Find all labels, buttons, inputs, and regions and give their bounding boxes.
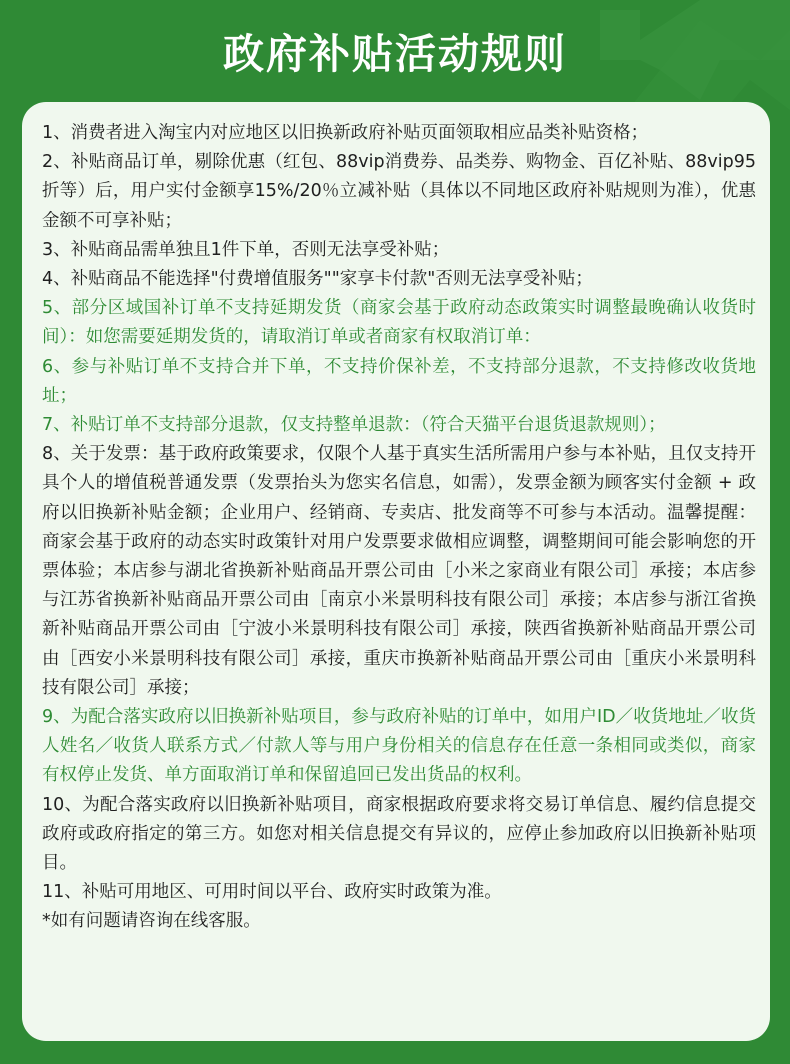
rule-item: 3、补贴商品需单独且1件下单，否则无法享受补贴； — [42, 239, 450, 260]
rule-item-highlighted: 9、为配合落实政府以旧换新补贴项目，参与政府补贴的订单中，如用户ID／收货地址／收货人姓名／收货人联系方式／付款人等与用户身份相关的信息存在任意一条相同或类似，商家有权停止发货、单方面取消订单和保留追回已发出货品的权利。 — [42, 707, 756, 786]
rule-item: 4、补贴商品不能选择"付费增值服务""家享卡付款"否则无法享受补贴； — [42, 269, 593, 290]
rule-footnote: *如有问题请咨询在线客服。 — [42, 911, 261, 932]
rule-item: 8、关于发票：基于政府政策要求，仅限个人基于真实生活所需用户参与本补贴，且仅支持开具个人的增值税普通发票（发票抬头为您实名信息，如需），发票金额为顾客实付金额 + 政府以旧换新补贴金额；企业用户、经销商、专卖店、批发商等不可参与本活动。温馨提醒：商家会基于政府的动态实时政策针对用户发票要求做相应调整，调整期间可能会影响您的开票体验；本店参与湖北省换新补贴商品开票公司由［小米之家商业有限公司］承接；本店参与江苏省换新补贴商品开票公司由［南京小米景明科技有限公司］承接；本店参与浙江省换新补贴商品开票公司由［宁波小米景明科技有限公司］承接，陕西省换新补贴商品开票公司由［西安小米景明科技有限公司］承接，重庆市换新补贴商品开票公司由［重庆小米景明科技有限公司］承接； — [42, 444, 756, 698]
rule-item-highlighted: 6、参与补贴订单不支持合并下单，不支持价保补差，不支持部分退款，不支持修改收货地址； — [42, 356, 756, 406]
rules-card — [22, 102, 770, 1041]
page-title: 政府补贴活动规则 — [223, 30, 567, 78]
rule-item: 11、补贴可用地区、可用时间以平台、政府实时政策为准。 — [42, 882, 502, 903]
rule-item-highlighted: 7、补贴订单不支持部分退款，仅支持整单退款：（符合天猫平台退货退款规则）； — [42, 415, 666, 436]
rule-item: 1、消费者进入淘宝内对应地区以旧换新政府补贴页面领取相应品类补贴资格； — [42, 123, 649, 143]
rule-item-highlighted: 5、部分区域国补订单不支持延期发货（商家会基于政府动态政策实时调整最晚确认收货时间）：如您需要延期发货的，请取消订单或者商家有权取消订单： — [42, 298, 756, 348]
rule-item: 2、补贴商品订单，剔除优惠（红包、88vip消费券、品类券、购物金、百亿补贴、88vip95折等）后，用户实付金额享15%/20％立减补贴（具体以不同地区政府补贴规则为准），优惠金额不可享补贴； — [42, 152, 756, 231]
rule-item: 10、为配合落实政府以旧换新补贴项目，商家根据政府要求将交易订单信息、履约信息提交政府或政府指定的第三方。如您对相关信息提交有异议的，应停止参加政府以旧换新补贴项目。 — [42, 794, 756, 874]
